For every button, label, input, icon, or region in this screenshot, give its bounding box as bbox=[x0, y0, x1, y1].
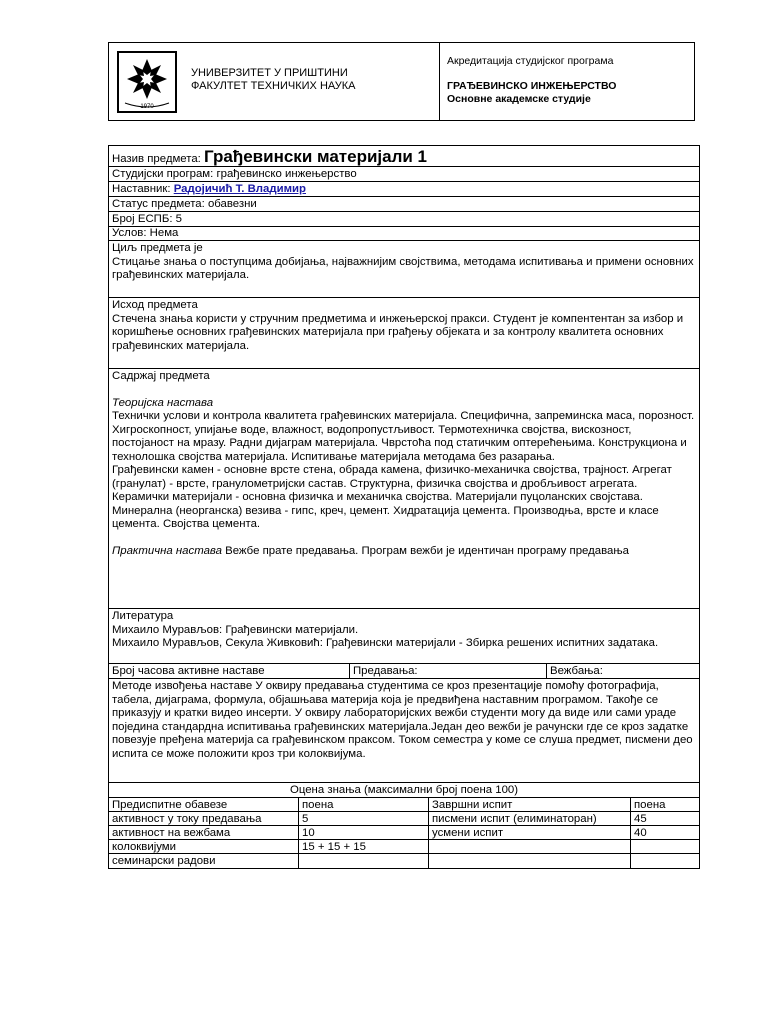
university-name-block bbox=[191, 67, 355, 93]
content-spacer-2 bbox=[112, 532, 696, 545]
hours-row bbox=[109, 664, 699, 679]
header-table bbox=[108, 42, 695, 121]
grading-title: Оцена знања (максимални број поена 100) bbox=[109, 783, 699, 798]
lectures-label: Предавања: bbox=[350, 664, 547, 678]
accreditation-label: Акредитација студијског програма bbox=[447, 55, 614, 67]
goal-text: Стицање знања о поступцима добијања, најважнијим својствима, методама испитивања и примени основних грађевинских материјала. bbox=[112, 255, 694, 281]
course-table bbox=[108, 145, 700, 869]
grading-table bbox=[109, 798, 699, 868]
content-section bbox=[109, 369, 699, 609]
program-name: ГРАЂЕВИНСКО ИНЖЕЊЕРСТВО bbox=[447, 80, 617, 92]
goal-section bbox=[109, 241, 699, 298]
literature-item: Михаило Мурављов: Грађевински материјали. bbox=[112, 623, 359, 636]
university-name: УНИВЕРЗИТЕТ У ПРИШТИНИ bbox=[191, 67, 348, 79]
literature-label: Литература bbox=[112, 610, 174, 622]
hours-label: Број часова активне наставе bbox=[109, 664, 350, 678]
content-label: Садржај предмета bbox=[112, 370, 210, 382]
grading-header: Предиспитне обавезе bbox=[109, 798, 299, 812]
faculty-name: ФАКУЛТЕТ ТЕХНИЧКИХ НАУКА bbox=[191, 80, 356, 92]
grading-header: поена bbox=[631, 798, 699, 812]
theory-label: Теоријска настава bbox=[112, 396, 214, 409]
grading-cell bbox=[429, 840, 631, 854]
study-level: Основне академске студије bbox=[447, 93, 591, 105]
program-block bbox=[447, 80, 616, 106]
grading-header: поена bbox=[299, 798, 429, 812]
header-divider bbox=[439, 43, 440, 120]
grading-cell: 10 bbox=[299, 826, 429, 840]
grading-cell: 5 bbox=[299, 812, 429, 826]
content-spacer bbox=[112, 384, 696, 397]
grading-cell: усмени испит bbox=[429, 826, 631, 840]
ects-row: Број ЕСПБ: 5 bbox=[109, 212, 699, 227]
university-logo bbox=[117, 51, 177, 113]
course-name-row bbox=[109, 146, 699, 167]
practical-paragraph bbox=[112, 545, 696, 559]
teacher-row bbox=[109, 182, 699, 197]
grading-cell bbox=[299, 854, 429, 868]
exercises-label: Вежбања: bbox=[550, 665, 603, 677]
course-name: Грађевински материјали 1 bbox=[204, 147, 428, 166]
teacher-link[interactable]: Радојичић Т. Владимир bbox=[173, 183, 306, 195]
grading-cell: активност на вежбама bbox=[109, 826, 299, 840]
theory-text-1: Технички услови и контрола квалитета грађевинских материјала. Специфична, запреминска маса, порозност. Хигроскопност, упијање воде, влажност, водопропустљивост. Термотехничка својства, вискозност, постојаност на мразу. Радни дијаграм материјала. Чврстоћа под статичким оптерећењима. Конструкциона и технолошка својства материјала. Испитивање материјала методама без разарања. bbox=[112, 410, 695, 463]
outcome-section bbox=[109, 298, 699, 369]
teacher-label: Наставник: bbox=[112, 183, 174, 195]
methods-section bbox=[109, 679, 699, 783]
grading-cell: семинарски радови bbox=[109, 854, 299, 868]
outcome-label: Исход предмета bbox=[112, 299, 198, 311]
grading-cell bbox=[631, 854, 699, 868]
condition-row: Услов: Нема bbox=[109, 227, 699, 241]
grading-cell: 15 + 15 + 15 bbox=[299, 840, 429, 854]
svg-text:1970: 1970 bbox=[140, 104, 154, 110]
grading-cell: активност у току предавања bbox=[109, 812, 299, 826]
practical-text: Вежбе прате предавања. Програм вежби је идентичан програму предавања bbox=[221, 544, 629, 557]
theory-text-2: Грађевински камен - основне врсте стена, обрада камена, физичко-механичка својства, трајност. Агрегат (гранулат) - врсте, гранулометријски састав. Структурна, физичка својства и дробљивост агрегата. Керамички материјали - основна физичка и механичка својства. Материјали пуцоланских својстава. Минерална (неорганска) везива - гипс, креч, цемент. Хидратација цемента. Производња, врсте и класе цемента. Својства цемента. bbox=[112, 464, 672, 530]
goal-label: Циљ предмета је bbox=[112, 242, 203, 254]
literature-section bbox=[109, 609, 699, 664]
methods-text: Методе извођења наставе У оквиру предавања студентима се кроз презентације помоћу фотографија, табела, дијаграма, формула, објашњава материја која је предвиђена наставним програмом. Такође се приказују и кратки видео инсерти. У оквиру лабораторијских вежби студенти могу да виде или сами ураде поједина стандардна испитивања грађевинских материјала.Један део вежби је рачунски где се кроз задатке повезује пређена материја са грађевинском праксом. Током семестра у коме се слуша предмет, писмени део испита се може положити кроз три колоквијума. bbox=[112, 680, 693, 760]
grading-cell bbox=[631, 840, 699, 854]
literature-item: Михаило Мурављов, Секула Живковић: Грађевински материјали - Збирка решених испитних задатака. bbox=[112, 637, 659, 649]
grading-cell: писмени испит (елиминаторан) bbox=[429, 812, 631, 826]
grading-cell: 40 bbox=[631, 826, 699, 840]
status-row: Статус предмета: обавезни bbox=[109, 197, 699, 212]
grading-cell: колоквијуми bbox=[109, 840, 299, 854]
grading-cell: 45 bbox=[631, 812, 699, 826]
study-program-row: Студијски програм: грађевинско инжењерство bbox=[109, 167, 699, 182]
course-name-label: Назив предмета: bbox=[112, 153, 205, 165]
grading-header: Завршни испит bbox=[429, 798, 631, 812]
outcome-text: Стечена знања користи у стручним предметима и инжењерској пракси. Студент је компентентан за избор и коришћење основних грађевинских материјала при грађењу објеката и за контролу квалитета основних грађевинских материјала. bbox=[112, 312, 684, 352]
grading-cell bbox=[429, 854, 631, 868]
practical-label: Практична настава bbox=[112, 544, 222, 557]
